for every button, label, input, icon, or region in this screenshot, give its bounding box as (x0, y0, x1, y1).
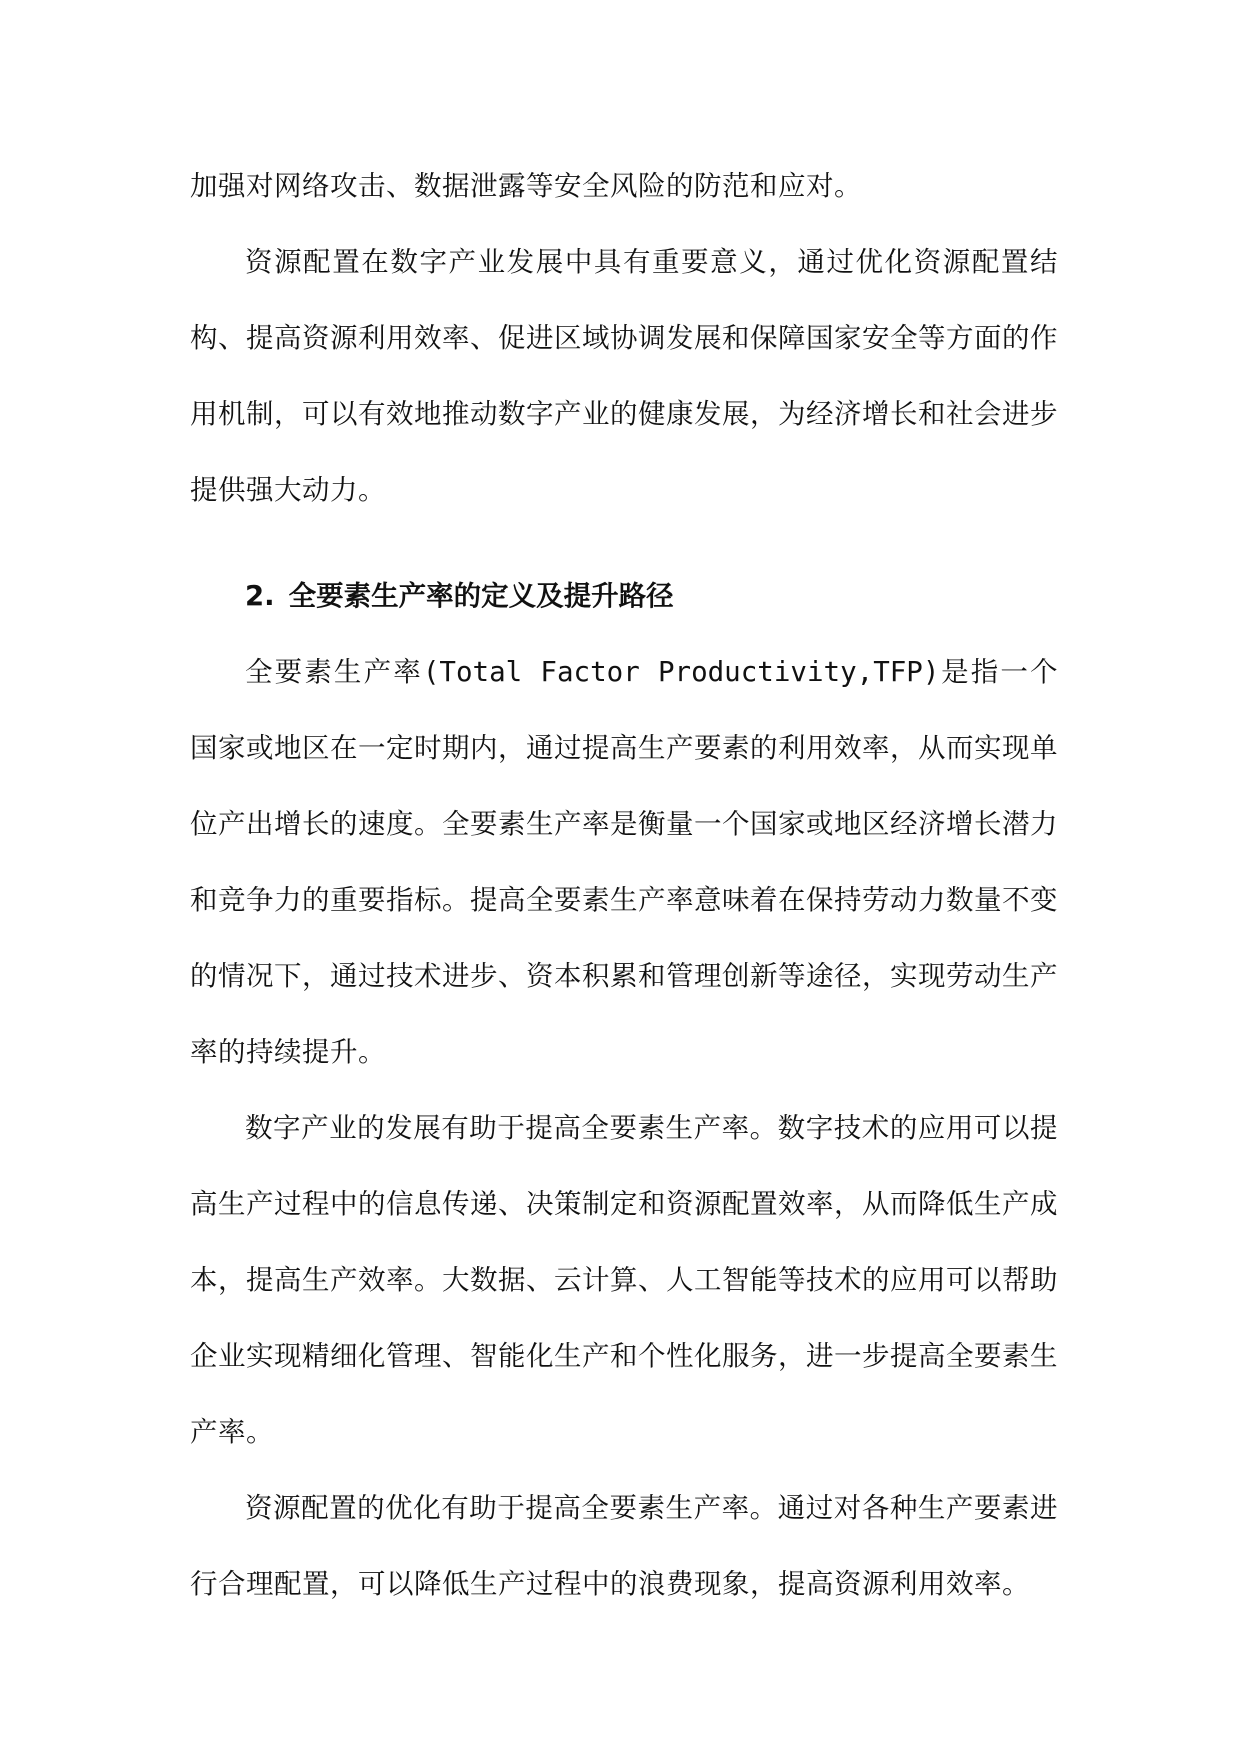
paragraph-continuation: 加强对网络攻击、数据泄露等安全风险的防范和应对。 (190, 170, 862, 202)
paragraph-tfp-definition (190, 634, 1058, 1090)
tfp-english-term: (Total Factor Productivity,TFP) (422, 656, 940, 688)
paragraph-digital-industry-tfp: 数字产业的发展有助于提高全要素生产率。数字技术的应用可以提高生产过程中的信息传递、决策制定和资源配置效率，从而降低生产成本，提高生产效率。大数据、云计算、人工智能等技术的应用可以帮助企业实现精细化管理、智能化生产和个性化服务，进一步提高全要素生产率。 (190, 1112, 1058, 1448)
section-heading (190, 558, 1058, 634)
paragraph-resource-allocation-summary: 资源配置在数字产业发展中具有重要意义，通过优化资源配置结构、提高资源利用效率、促进区域协调发展和保障国家安全等方面的作用机制，可以有效地推动数字产业的健康发展，为经济增长和社会进步提供强大动力。 (190, 246, 1058, 506)
paragraph-resource-allocation-tfp: 资源配置的优化有助于提高全要素生产率。通过对各种生产要素进行合理配置，可以降低生产过程中的浪费现象，提高资源利用效率。 (190, 1492, 1058, 1600)
section-number: 2. (245, 580, 275, 612)
document-body (190, 148, 1058, 1622)
section-title: 全要素生产率的定义及提升路径 (288, 580, 674, 612)
tfp-definition-rest: 是指一个国家或地区在一定时期内，通过提高生产要素的利用效率，从而实现单位产出增长的速度。全要素生产率是衡量一个国家或地区经济增长潜力和竞争力的重要指标。提高全要素生产率意味着在保持劳动力数量不变的情况下，通过技术进步、资本积累和管理创新等途径，实现劳动生产率的持续提升。 (190, 656, 1059, 1068)
tfp-definition-lead: 全要素生产率 (245, 656, 423, 688)
